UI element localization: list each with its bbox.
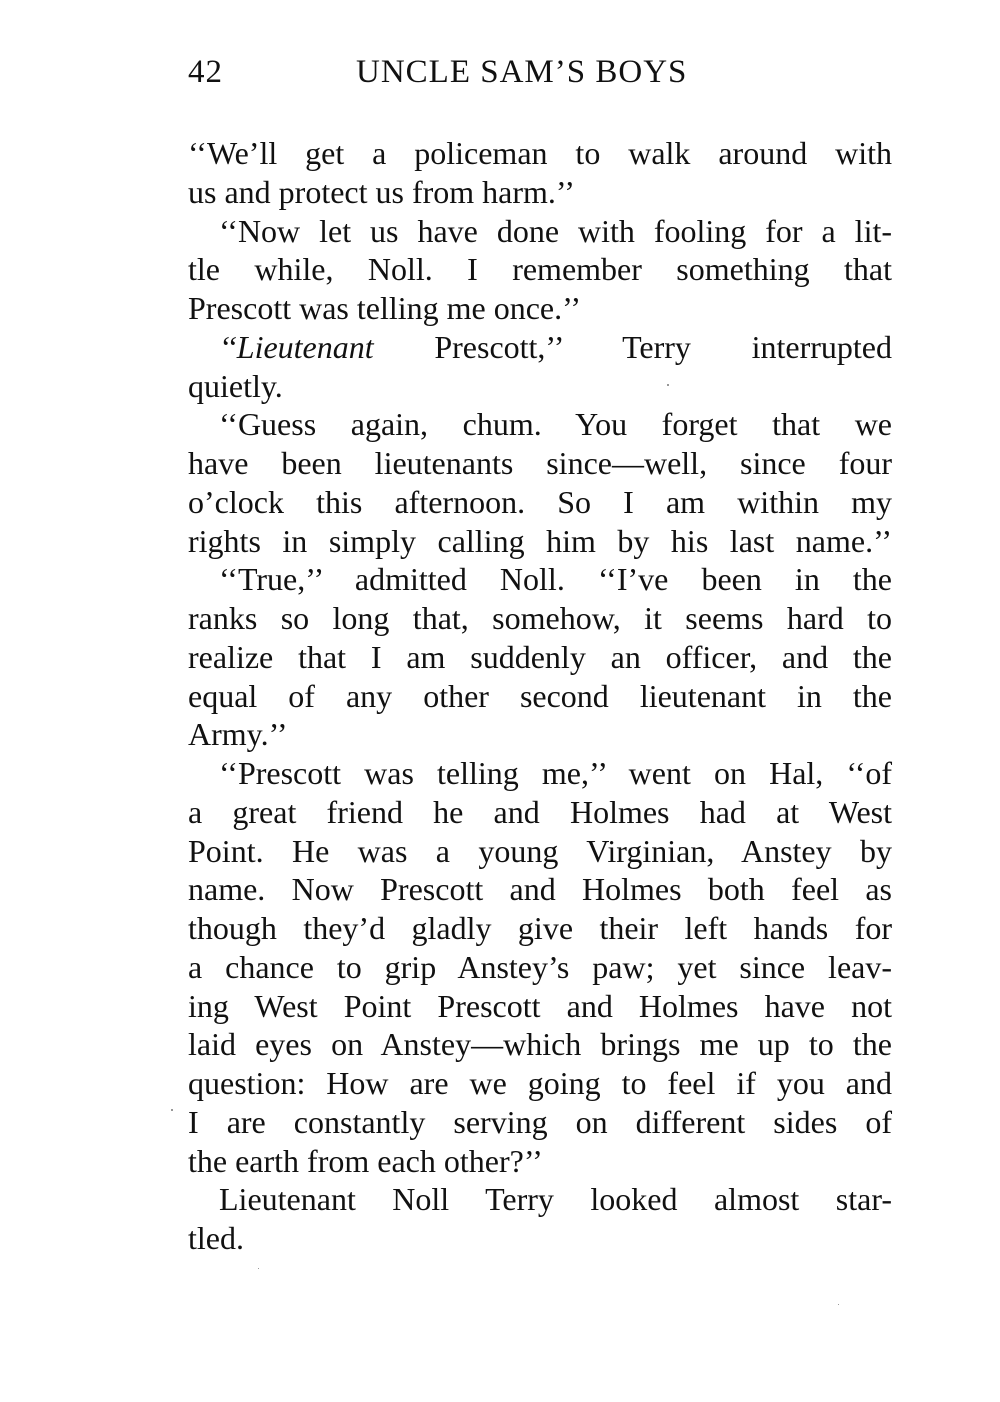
text-line: ‘‘Prescott was telling me,’’ went on Hal, ‘‘of	[219, 755, 892, 791]
text-line: Army.’’	[188, 716, 288, 753]
text-line: though they’d gladly give their left hands for	[188, 910, 892, 946]
text-line: ‘‘True,’’ admitted Noll. ‘‘I’ve been in the	[219, 561, 892, 598]
text-line: Lieutenant Noll Terry looked almost star-	[219, 1181, 892, 1218]
text-line-with-italic	[188, 328, 892, 367]
text-line: ‘‘We’ll get a policeman to walk around with	[188, 135, 892, 171]
text-line: ing West Point Prescott and Holmes have not	[188, 987, 892, 1024]
text-line: have been lieutenants since—well, since four	[188, 445, 892, 481]
page-number: 42	[188, 54, 223, 90]
text-line: a great friend he and Holmes had at West	[188, 793, 892, 830]
print-speck	[838, 1304, 839, 1305]
text-line: laid eyes on Anstey—which brings me up to the	[188, 1026, 892, 1063]
text-line: realize that I am suddenly an officer, and the	[188, 638, 892, 675]
print-speck	[667, 384, 669, 386]
body-text	[188, 134, 892, 1258]
text-fragment: Prescott,’’ Terry interrupted	[434, 328, 892, 365]
text-line: a chance to grip Anstey’s paw; yet since leav-	[188, 948, 892, 985]
text-line: question: How are we going to feel if you and	[188, 1065, 892, 1101]
text-line: Prescott was telling me once.’’	[188, 290, 582, 326]
text-line: ‘‘Now let us have done with fooling for a lit-	[219, 212, 892, 249]
text-line: ranks so long that, somehow, it seems hard to	[188, 600, 892, 636]
text-line: ‘‘Guess again, chum. You forget that we	[219, 406, 892, 443]
text-line: equal of any other second lieutenant in the	[188, 677, 892, 714]
text-line: name. Now Prescott and Holmes both feel as	[188, 871, 892, 908]
print-speck	[171, 1109, 173, 1111]
italic-word: ‘‘Lieutenant	[219, 328, 374, 365]
text-line: tle while, Noll. I remember something that	[188, 251, 892, 288]
text-line: Point. He was a young Virginian, Anstey by	[188, 832, 892, 869]
text-line: the earth from each other?’’	[188, 1142, 543, 1179]
text-line: I are constantly serving on different sides of	[188, 1103, 892, 1140]
running-head	[188, 54, 892, 94]
text-line: rights in simply calling him by his last name.’’	[188, 522, 892, 559]
text-line: o’clock this afternoon. So I am within my	[188, 483, 892, 520]
print-speck	[258, 1268, 259, 1269]
text-line: tled.	[188, 1220, 244, 1256]
text-line: quietly.	[188, 367, 283, 404]
running-title: UNCLE SAM’S BOYS	[356, 54, 688, 90]
text-line: us and protect us from harm.’’	[188, 173, 575, 210]
